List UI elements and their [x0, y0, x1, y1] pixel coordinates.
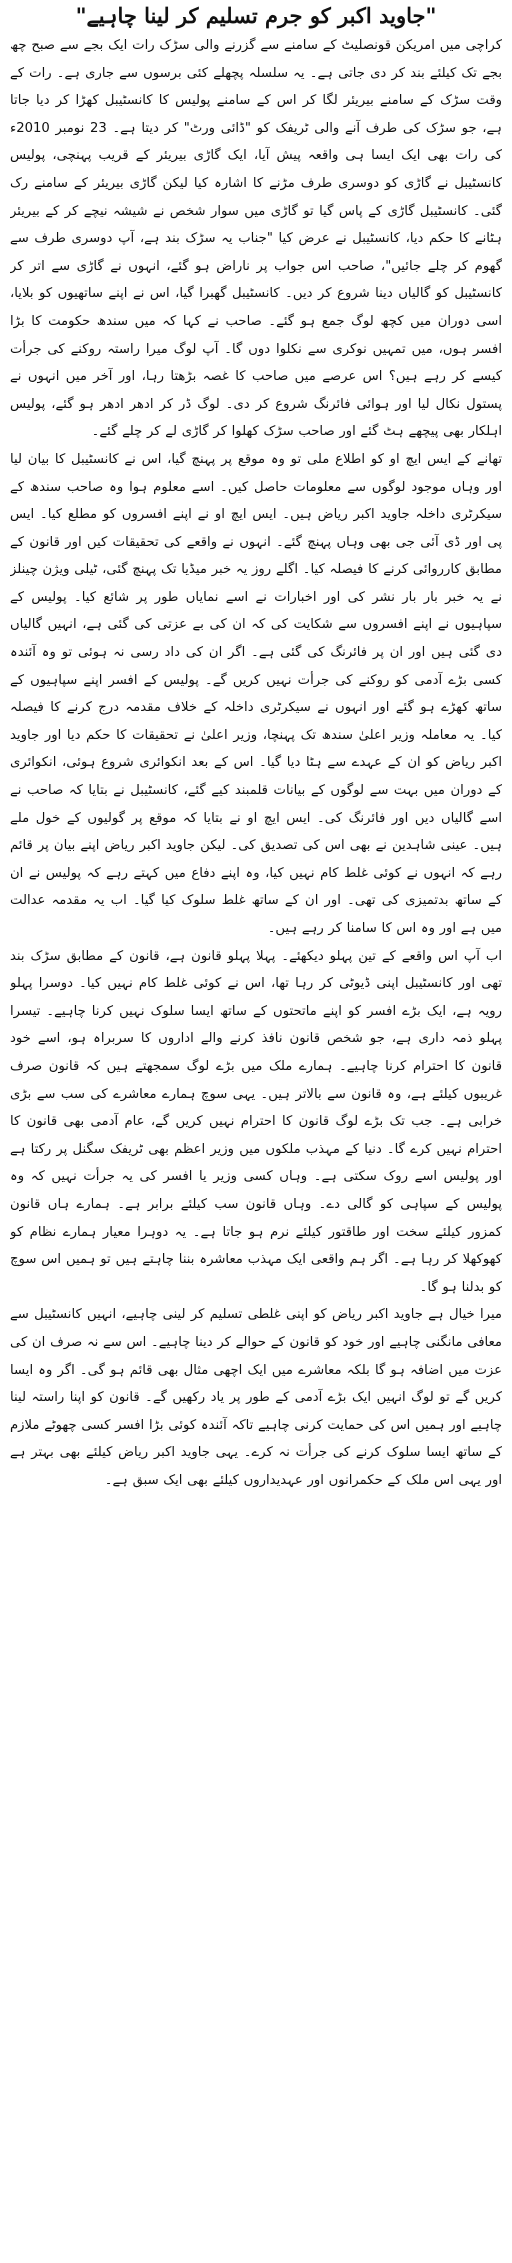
article-paragraph-4: میرا خیال ہے جاوید اکبر ریاض کو اپنی غلطی تسلیم کر لینی چاہیے، انہیں کانسٹیبل سے معافی مانگنی چاہیے اور خود کو قانون کے حوالے کر دینا چاہیے۔ اس سے نہ صرف ان کی عزت میں اضافہ ہو گا بلکہ معاشرے میں ایک اچھی مثال بھی قائم ہو گی۔ اگر وہ ایسا کریں گے تو لوگ انہیں ایک بڑے آدمی کے طور پر یاد رکھیں گے۔ قانون کو اپنا راستہ لینا چاہیے اور ہمیں اس کی حمایت کرنی چاہیے تاکہ آئندہ کوئی بڑا افسر کسی چھوٹے ملازم کے ساتھ ایسا سلوک کرنے کی جرأت نہ کرے۔ یہی جاوید اکبر ریاض کیلئے بھی بہتر ہے اور یہی اس ملک کے حکمرانوں اور عہدیداروں کیلئے بھی ایک سبق ہے۔: [10, 1307, 502, 1488]
article-paragraph-2: تھانے کے ایس ایچ او کو اطلاع ملی تو وہ موقع پر پہنچ گیا، اس نے کانسٹیبل کا بیان لیا اور وہاں موجود لوگوں سے معلومات حاصل کیں۔ اسے معلوم ہوا وہ صاحب سندھ کے سیکرٹری داخلہ جاوید اکبر ریاض ہیں۔ ایس ایچ او نے اپنے افسروں کو مطلع کیا۔ ایس پی اور ڈی آئی جی بھی وہاں پہنچ گئے۔ انہوں نے واقعے کی تحقیقات کیں اور قانون کے مطابق کارروائی کرنے کا فیصلہ کیا۔ اگلے روز یہ خبر میڈیا تک پہنچ گئی، ٹیلی ویژن چینلز نے یہ خبر بار بار نشر کی اور اخبارات نے اسے نمایاں طور پر شائع کیا۔ پولیس کے سپاہیوں نے اپنے افسروں سے شکایت کی کہ ان کی بے عزتی کی گئی ہے، انہیں گالیاں دی گئی ہیں اور ان پر فائرنگ کی گئی ہے۔ اگر ان کی داد رسی نہ ہوئی تو وہ آئندہ کسی بڑے آدمی کو روکنے کی جرأت نہیں کریں گے۔ پولیس کے افسر اپنے سپاہیوں کے ساتھ کھڑے ہو گئے اور انہوں نے سیکرٹری داخلہ کے خلاف مقدمہ درج کرنے کا فیصلہ کیا۔ یہ معاملہ وزیر اعلیٰ سندھ تک پہنچا، وزیر اعلیٰ نے تحقیقات کا حکم دیا اور جاوید اکبر ریاض کو ان کے عہدے سے ہٹا دیا گیا۔ اس کے بعد انکوائری شروع ہوئی، انکوائری کے دوران میں بہت سے لوگوں کے بیانات قلمبند کیے گئے، کانسٹیبل نے بتایا کہ صاحب نے اسے گالیاں دیں اور فائرنگ کی۔ ایس ایچ او نے بتایا کہ موقع پر گولیوں کے خول ملے ہیں۔ عینی شاہدین نے بھی اس کی تصدیق کی۔ لیکن جاوید اکبر ریاض اپنے بیان پر قائم رہے کہ انہوں نے کوئی غلط کام نہیں کیا، وہ اپنے دفاع میں کہتے رہے کہ پولیس نے ان کے ساتھ بدتمیزی کی تھی۔ اور ان کے ساتھ غلط سلوک کیا گیا۔ اب یہ مقدمہ عدالت میں ہے اور وہ اس کا سامنا کر رہے ہیں۔: [10, 451, 502, 936]
article-headline: "جاوید اکبر کو جرم تسلیم کر لینا چاہیے": [75, 3, 437, 28]
article-paragraph-3: اب آپ اس واقعے کے تین پہلو دیکھئے۔ پہلا پہلو قانون ہے، قانون کے مطابق سڑک بند تھی اور کانسٹیبل اپنی ڈیوٹی کر رہا تھا، اس نے کوئی غلط کام نہیں کیا۔ دوسرا پہلو رویہ ہے، ایک بڑے افسر کو اپنے ماتحتوں کے ساتھ ایسا سلوک نہیں کرنا چاہیے۔ تیسرا پہلو ذمہ داری ہے، جو شخص قانون نافذ کرنے والے اداروں کا سربراہ ہو، اسے خود قانون کا احترام کرنا چاہیے۔ ہمارے ملک میں بڑے لوگ سمجھتے ہیں کہ قانون صرف غریبوں کیلئے ہے، وہ قانون سے بالاتر ہیں۔ یہی سوچ ہمارے معاشرے کی سب سے بڑی خرابی ہے۔ جب تک بڑے لوگ قانون کا احترام نہیں کریں گے، عام آدمی بھی قانون کا احترام نہیں کرے گا۔ دنیا کے مہذب ملکوں میں وزیر اعظم بھی ٹریفک سگنل پر رکتا ہے اور پولیس اسے روک سکتی ہے۔ وہاں کسی وزیر یا افسر کی یہ جرأت نہیں کہ وہ پولیس کے سپاہی کو گالی دے۔ وہاں قانون سب کیلئے برابر ہے۔ ہمارے ہاں قانون کمزور کیلئے سخت اور طاقتور کیلئے نرم ہو جاتا ہے۔ یہ دوہرا معیار ہمارے نظام کو کھوکھلا کر رہا ہے۔ اگر ہم واقعی ایک مہذب معاشرہ بننا چاہتے ہیں تو ہمیں اس سوچ کو بدلنا ہو گا۔: [10, 948, 502, 1295]
article-paragraph-1: کراچی میں امریکن قونصلیٹ کے سامنے سے گزرنے والی سڑک رات ایک بجے سے صبح چھ بجے تک کیلئے بند کر دی جاتی ہے۔ یہ سلسلہ پچھلے کئی برسوں سے جاری ہے۔ رات کے وقت سڑک کے سامنے بیریئر لگا کر اس کے سامنے پولیس کا کانسٹیبل کھڑا کر دیا جاتا ہے، جو سڑک کی طرف آنے والی ٹریفک کو "ڈائی ورٹ" کر دیتا ہے۔ 23 نومبر 2010ء کی رات بھی ایک ایسا ہی واقعہ پیش آیا، ایک گاڑی بیریئر کے قریب پہنچی، پولیس کانسٹیبل نے گاڑی کو دوسری طرف مڑنے کا اشارہ کیا لیکن گاڑی بیریئر کے سامنے رک گئی۔ کانسٹیبل گاڑی کے پاس گیا تو گاڑی میں سوار شخص نے شیشہ نیچے کر کے بیریئر ہٹانے کا حکم دیا، کانسٹیبل نے عرض کیا "جناب یہ سڑک بند ہے، آپ دوسری طرف سے گھوم کر چلے جائیں"، صاحب اس جواب پر ناراض ہو گئے، انہوں نے گاڑی سے اتر کر کانسٹیبل کو گالیاں دینا شروع کر دیں۔ کانسٹیبل گھبرا گیا، اس نے اپنے ساتھیوں کو بلایا، اسی دوران میں کچھ لوگ جمع ہو گئے۔ صاحب نے کہا کہ میں سندھ حکومت کا بڑا افسر ہوں، میں تمہیں نوکری سے نکلوا دوں گا۔ آپ لوگ میرا راستہ روکنے کی جرأت کیسے کر رہے ہیں؟ اس عرصے میں صاحب کا غصہ بڑھتا رہا، اور آخر میں انہوں نے پستول نکال لیا اور ہوائی فائرنگ شروع کر دی۔ لوگ ڈر کر ادھر ادھر ہو گئے، پولیس اہلکار بھی پیچھے ہٹ گئے اور صاحب سڑک کھلوا کر گاڑی لے کر چلے گئے۔: [10, 38, 502, 440]
article-body: [10, 32, 502, 2263]
